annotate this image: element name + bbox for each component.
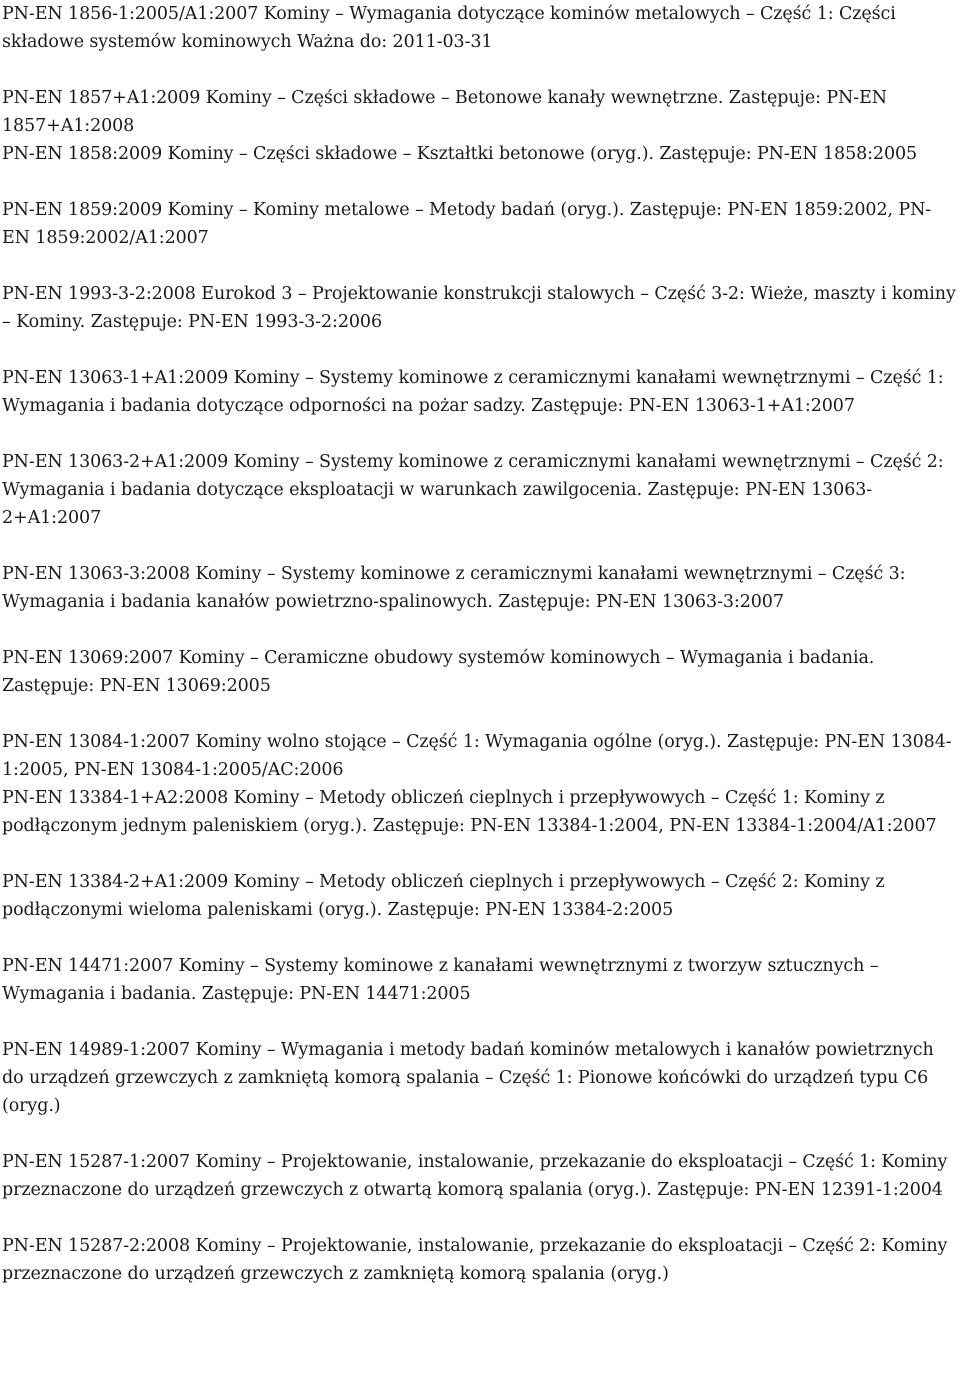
standard-entry: PN-EN 14989-1:2007 Kominy – Wymagania i metody badań kominów metalowych i kanałów powietrznych do urządzeń grzewczych z zamkniętą komorą spalania – Część 1: Pionowe końcówki do urządzeń typu C6 (oryg.) bbox=[2, 1040, 934, 1116]
standard-entry: PN-EN 13384-2+A1:2009 Kominy – Metody obliczeń cieplnych i przepływowych – Część 2: Kominy z podłączonymi wieloma paleniskami (oryg.). Zastępuje: PN-EN 13384-2:2005 bbox=[2, 872, 885, 920]
standard-entry: PN-EN 13069:2007 Kominy – Ceramiczne obudowy systemów kominowych – Wymagania i badania. Zastępuje: PN-EN 13069:2005 bbox=[2, 648, 875, 696]
standard-entry: PN-EN 15287-1:2007 Kominy – Projektowanie, instalowanie, przekazanie do eksploatacji – Część 1: Kominy przeznaczone do urządzeń grzewczych z otwartą komorą spalania (oryg.). Zastępuje: PN-EN 12391-1:2004 bbox=[2, 1152, 948, 1200]
standard-entry: PN-EN 1857+A1:2009 Kominy – Części składowe – Betonowe kanały wewnętrzne. Zastępuje: PN-EN 1857+A1:2008 bbox=[2, 88, 887, 136]
standard-entry: PN-EN 1858:2009 Kominy – Części składowe – Kształtki betonowe (oryg.). Zastępuje: PN-EN 1858:2005 bbox=[2, 144, 918, 164]
standard-entry: PN-EN 1856-1:2005/A1:2007 Kominy – Wymagania dotyczące kominów metalowych – Część 1: Części składowe systemów kominowych Ważna do: 2011-03-31 bbox=[2, 4, 896, 52]
standard-entry: PN-EN 15287-2:2008 Kominy – Projektowanie, instalowanie, przekazanie do eksploatacji – Część 2: Kominy przeznaczone do urządzeń grzewczych z zamkniętą komorą spalania (oryg.) bbox=[2, 1236, 948, 1284]
standards-list bbox=[2, 0, 958, 1288]
standard-entry: PN-EN 13063-1+A1:2009 Kominy – Systemy kominowe z ceramicznymi kanałami wewnętrznymi – Część 1: Wymagania i badania dotyczące odporności na pożar sadzy. Zastępuje: PN-EN 13063-1+A1:2007 bbox=[2, 368, 944, 416]
standard-entry: PN-EN 14471:2007 Kominy – Systemy kominowe z kanałami wewnętrznymi z tworzyw sztucznych – Wymagania i badania. Zastępuje: PN-EN 14471:2005 bbox=[2, 956, 879, 1004]
standard-entry: PN-EN 13063-3:2008 Kominy – Systemy kominowe z ceramicznymi kanałami wewnętrznymi – Część 3: Wymagania i badania kanałów powietrzno-spalinowych. Zastępuje: PN-EN 13063-3:2007 bbox=[2, 564, 906, 612]
standard-entry: PN-EN 13384-1+A2:2008 Kominy – Metody obliczeń cieplnych i przepływowych – Część 1: Kominy z podłączonym jednym paleniskiem (oryg.). Zastępuje: PN-EN 13384-1:2004, PN-EN 13384-1:2004/A1:2007 bbox=[2, 788, 937, 836]
standard-entry: PN-EN 1859:2009 Kominy – Kominy metalowe – Metody badań (oryg.). Zastępuje: PN-EN 1859:2002, PN-EN 1859:2002/A1:2007 bbox=[2, 200, 932, 248]
standard-entry: PN-EN 13063-2+A1:2009 Kominy – Systemy kominowe z ceramicznymi kanałami wewnętrznymi – Część 2: Wymagania i badania dotyczące eksploatacji w warunkach zawilgocenia. Zastępuje: PN-EN 13063-2+A1:2007 bbox=[2, 452, 944, 528]
standard-entry: PN-EN 13084-1:2007 Kominy wolno stojące – Część 1: Wymagania ogólne (oryg.). Zastępuje: PN-EN 13084-1:2005, PN-EN 13084-1:2005/AC:2006 bbox=[2, 732, 952, 780]
standard-entry: PN-EN 1993-3-2:2008 Eurokod 3 – Projektowanie konstrukcji stalowych – Część 3-2: Wieże, maszty i kominy – Kominy. Zastępuje: PN-EN 1993-3-2:2006 bbox=[2, 284, 956, 332]
